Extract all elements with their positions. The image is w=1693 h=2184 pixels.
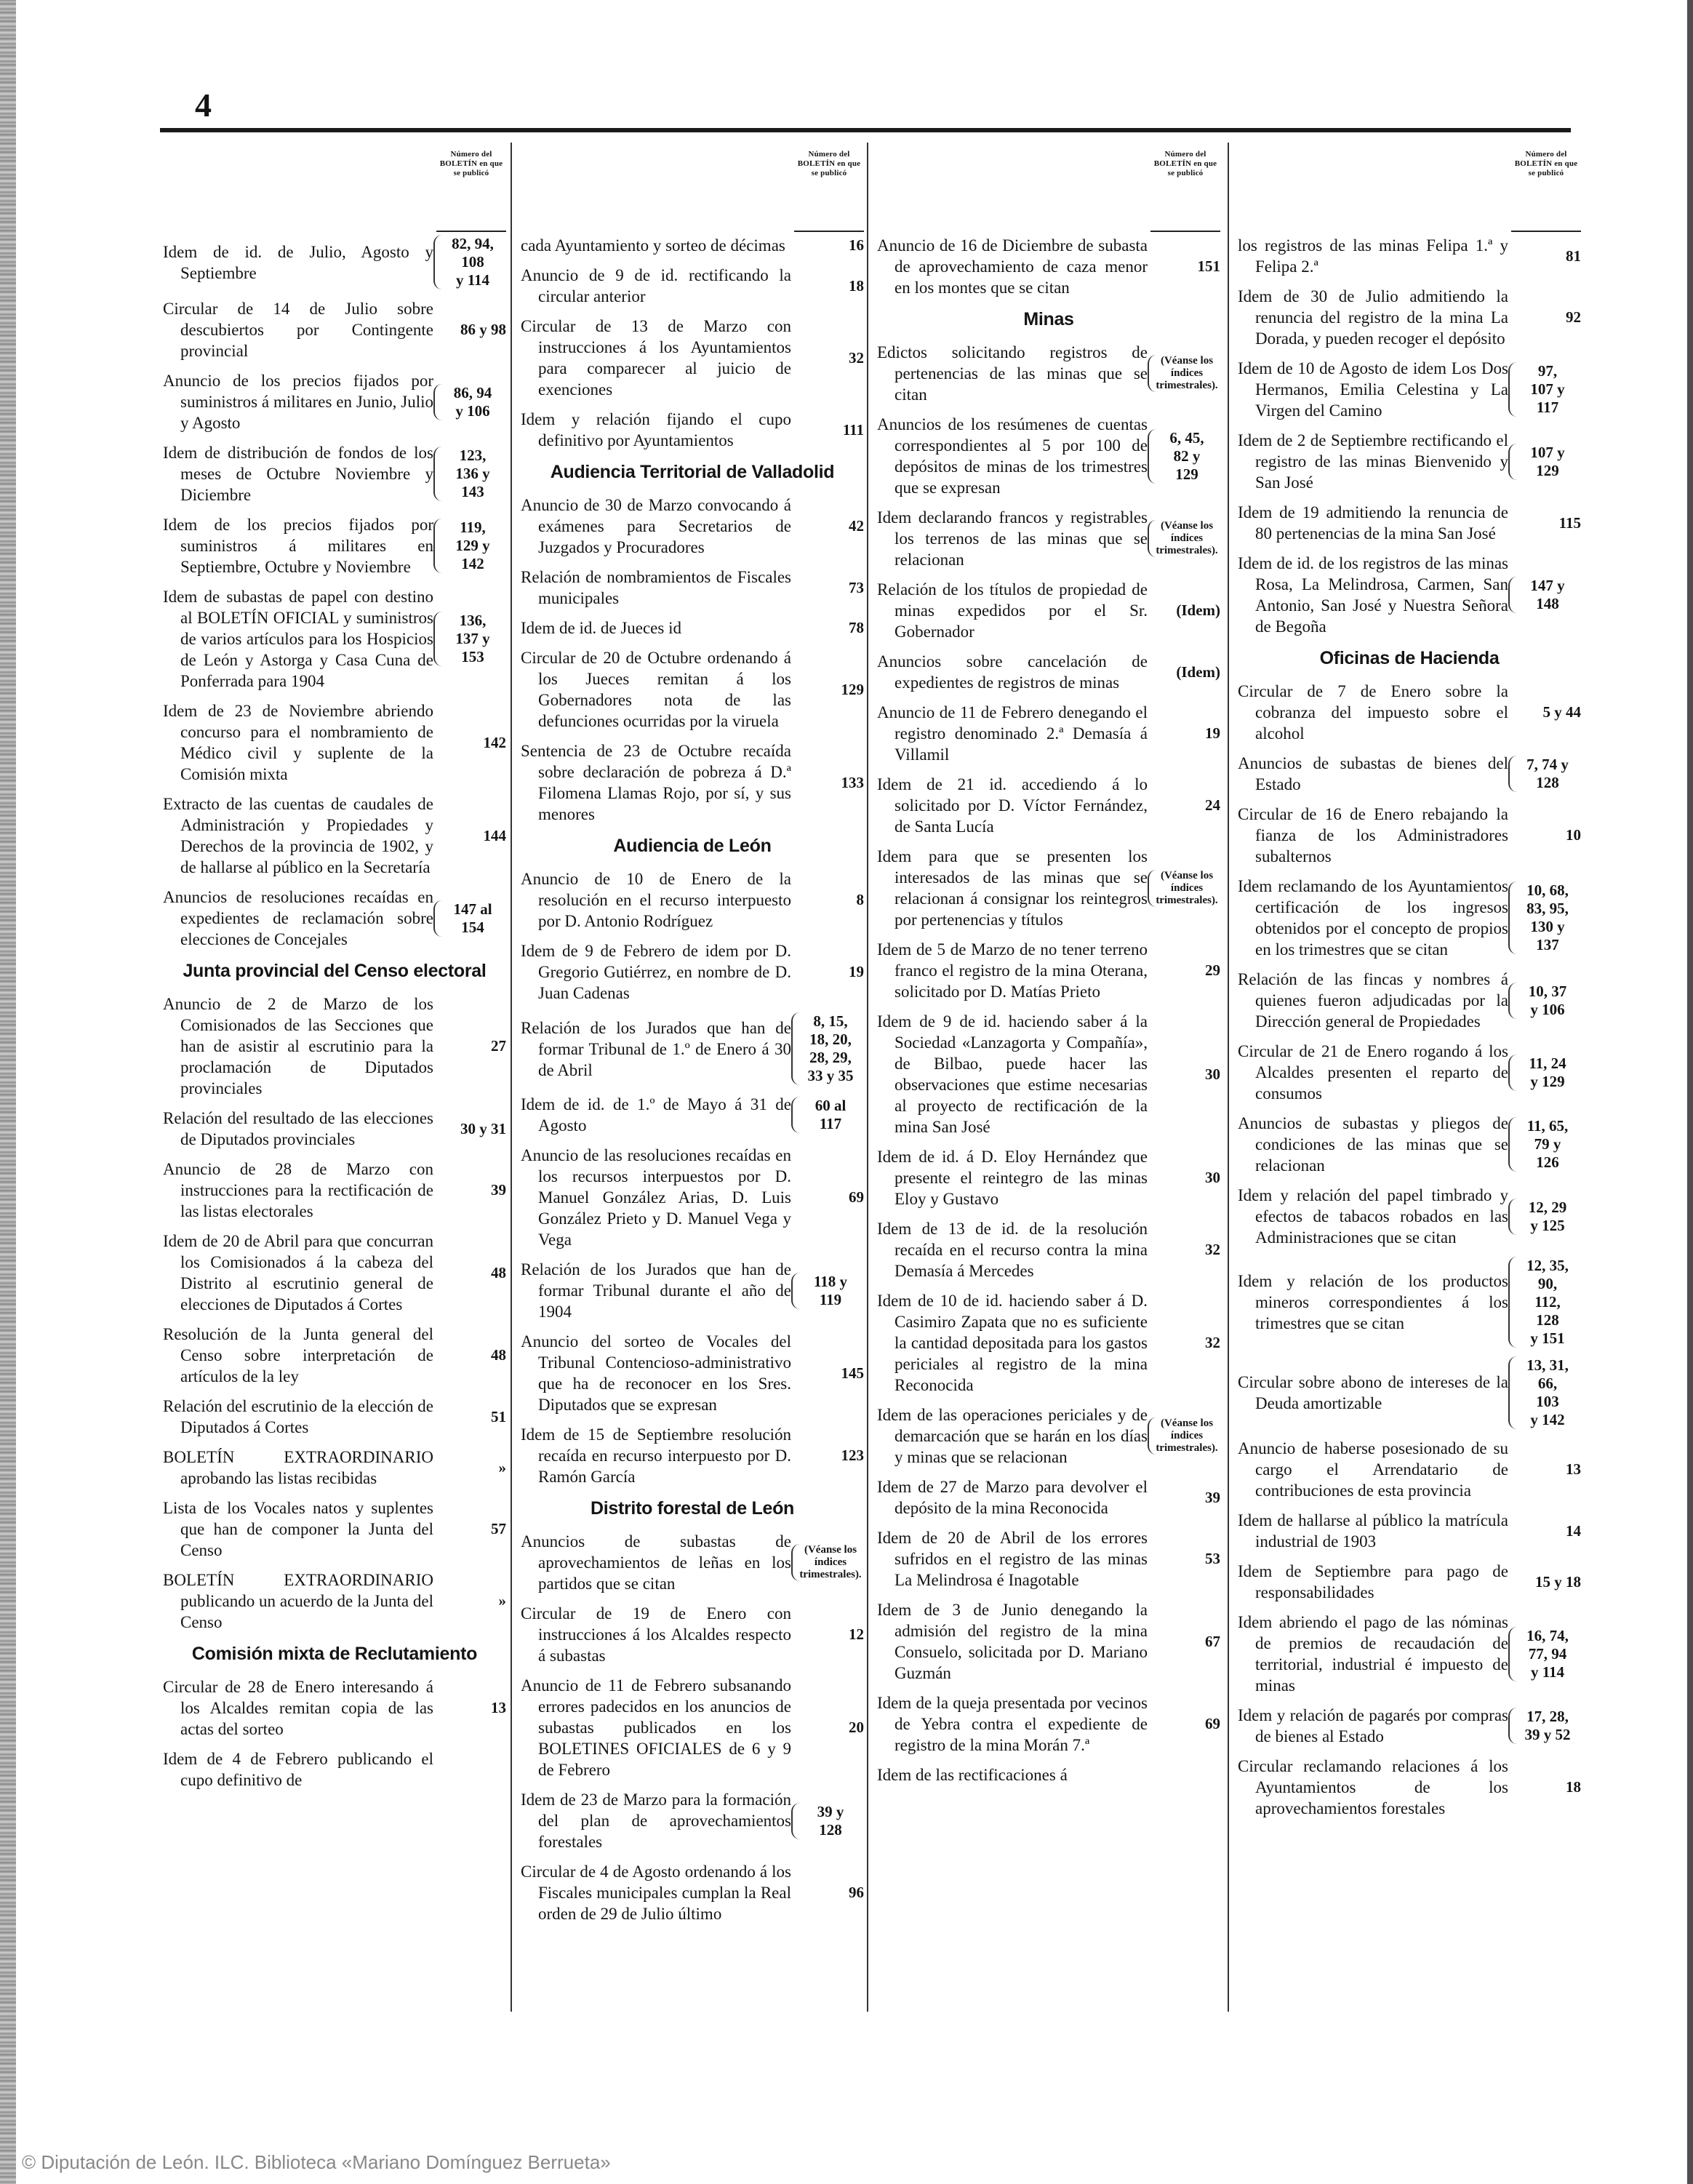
index-entry [163, 1447, 506, 1489]
entry-text: Idem de 20 de Abril para que concurran los Comisionados á la cabeza del Distrito al escrutinio general de elecciones de Diputados á Cortes [163, 1232, 433, 1313]
index-entry [1238, 1561, 1581, 1603]
entry-text: Anuncio de 9 de id. rectificando la circular anterior [521, 266, 791, 305]
entry-issue-number: 129 [841, 680, 864, 698]
section-heading: Audiencia Territorial de Valladolid [550, 462, 835, 482]
entry-text: Idem de subastas de papel con destino al BOLETÍN OFICIAL y suministros de varios artículos para los Hospicios de León y Astorga y Casa Cuna de Ponferrada para 1904 [163, 588, 433, 690]
index-entry [521, 868, 864, 932]
entry-issue-number: 78 [849, 619, 864, 636]
index-entry [877, 702, 1220, 765]
entry-text: Idem de id. de los registros de las minas Rosa, La Melindrosa, Carmen, San Antonio, San José y Nuestra Señora de Begoña [1238, 554, 1508, 636]
entry-text: Idem de 21 id. accediendo á lo solicitado por D. Víctor Fernández, de Santa Lucía [877, 775, 1148, 836]
entry-text: Lista de los Vocales natos y suplentes que han de componer la Junta del Censo [163, 1499, 433, 1559]
entry-issue-number: 69 [1205, 1715, 1220, 1732]
entry-issue-number: (Idem) [1176, 601, 1220, 619]
entry-text: Anuncio de 28 de Marzo con instrucciones para la rectificación de las listas electorales [163, 1160, 433, 1220]
entry-text: Anuncio de 30 de Marzo convocando á exámenes para Secretarios de Juzgados y Procuradores [521, 496, 791, 556]
index-entry [521, 265, 864, 307]
index-entry [521, 940, 864, 1004]
index-entry [877, 939, 1220, 1002]
index-entry [521, 1012, 864, 1085]
entry-issue-number: 86, 94 y 106 [433, 384, 506, 420]
entry-issue-number: 30 y 31 [460, 1119, 506, 1137]
index-entry [877, 774, 1220, 837]
entry-text: Relación del resultado de las elecciones de Diputados provinciales [163, 1109, 433, 1148]
entry-issue-number: 48 [491, 1346, 506, 1364]
entry-issue-number: 16, 74, 77, 94 y 114 [1508, 1627, 1581, 1681]
column-divider [1228, 143, 1229, 2012]
section-heading: Oficinas de Hacienda [1319, 648, 1500, 668]
entry-issue-number: 119, 129 y 142 [433, 519, 506, 573]
entry-text: Idem de 4 de Febrero publicando el cupo definitivo de [163, 1750, 433, 1789]
entry-text: Idem y relación de los productos mineros correspondientes á los trimestres que se citan [1238, 1272, 1508, 1332]
entry-text: Circular de 14 de Julio sobre descubiertos por Contingente provincial [163, 300, 433, 360]
index-entry [521, 617, 864, 639]
index-entry [521, 740, 864, 825]
index-entry [1238, 681, 1581, 744]
index-entry [1238, 1041, 1581, 1104]
entry-text: Idem de hallarse al público la matrícula industrial de 1903 [1238, 1511, 1508, 1551]
index-entry [1238, 1756, 1581, 1819]
entry-issue-number: 20 [849, 1719, 864, 1736]
entry-text: Extracto de las cuentas de caudales de Administración y Propiedades y Derechos de la provincia de 1902, y de hallarse al público en la Secretaría [163, 795, 433, 876]
column-header [1238, 144, 1581, 235]
index-entry [1238, 235, 1581, 277]
entry-text: Idem declarando francos y registrables los terrenos de las minas que se relacionan [877, 508, 1148, 569]
entry-issue-number: 12, 29 y 125 [1508, 1199, 1581, 1235]
index-column-2 [521, 144, 864, 1933]
index-entry [1238, 969, 1581, 1032]
index-entry [1238, 1257, 1581, 1348]
entry-text: Anuncio de los precios fijados por suministros á militares en Junio, Julio y Agosto [163, 372, 433, 432]
index-entry [163, 793, 506, 878]
entry-issue-number: 15 y 18 [1535, 1572, 1581, 1591]
entry-text: Idem para que se presenten los interesados de las minas que se relacionan á consignar los reintegros por pertenencias y títulos [877, 847, 1148, 929]
entry-text: Idem de id. de 1.º de Mayo á 31 de Agosto [521, 1095, 791, 1135]
index-entry [1238, 753, 1581, 795]
entry-issue-number: 24 [1205, 796, 1220, 814]
entry-issue-number: 11, 24 y 129 [1508, 1055, 1581, 1091]
entry-issue-number: 147 al 154 [433, 900, 506, 937]
index-entry [1238, 876, 1581, 960]
entry-text: Relación de los Jurados que han de formar Tribunal de 1.º de Enero á 30 de Abril [521, 1018, 791, 1079]
index-entry [877, 651, 1220, 693]
issue-number-header: Número del BOLETÍN en que se publicó [1511, 144, 1581, 232]
index-entry [521, 316, 864, 400]
index-entry [877, 579, 1220, 642]
entry-text: Idem de la queja presentada por vecinos de Yebra contra el expediente de registro de la mina Morán 7.ª [877, 1694, 1148, 1754]
entry-text: Idem de 5 de Marzo de no tener terreno franco el registro de la mina Oterana, solicitado por D. Matías Prieto [877, 940, 1148, 1001]
index-entry [877, 414, 1220, 498]
entry-issue-number: 136, 137 y 153 [433, 612, 506, 666]
entry-issue-number: 144 [483, 826, 506, 844]
entry-issue-number: 32 [1205, 1241, 1220, 1258]
entry-text: Idem de las rectificaciones á [877, 1766, 1068, 1784]
entry-issue-number: 107 y 129 [1508, 444, 1581, 480]
entry-issue-number: 57 [491, 1520, 506, 1537]
index-entry [877, 1764, 1220, 1785]
index-entry [1238, 1510, 1581, 1552]
entry-issue-number: 32 [1205, 1334, 1220, 1351]
entry-text: Circular de 20 de Octubre ordenando á los Jueces remitan á los Gobernadores nota de las defunciones ocurridas por la viruela [521, 649, 791, 730]
entry-issue-number: 10, 37 y 106 [1508, 983, 1581, 1019]
entry-text: Idem de las operaciones periciales y de demarcación que se harán en los días y minas que se relacionan [877, 1406, 1148, 1466]
index-entry [521, 495, 864, 558]
index-entry [521, 1424, 864, 1487]
index-entry [1238, 430, 1581, 493]
entry-text: Idem de distribución de fondos de los meses de Octubre Noviembre y Diciembre [163, 444, 433, 504]
entry-issue-number: 92 [1566, 308, 1581, 326]
index-entry [521, 1603, 864, 1666]
copyright-footer: © Diputación de León. ILC. Biblioteca «Mariano Domínguez Berrueta» [22, 2151, 611, 2173]
entry-issue-number: 39 [491, 1181, 506, 1199]
entry-issue-number: 7, 74 y 128 [1508, 756, 1581, 792]
entry-text: Relación de las fincas y nombres á quienes fueron adjudicadas por la Dirección general de Propiedades [1238, 970, 1508, 1031]
index-entry [1238, 804, 1581, 867]
index-entry [877, 235, 1220, 298]
index-column-1 [163, 144, 506, 1799]
column-divider [511, 143, 512, 2012]
entry-issue-number: 19 [849, 963, 864, 980]
entry-text: Circular de 7 de Enero sobre la cobranza del impuesto sobre el alcohol [1238, 682, 1508, 743]
top-rule [160, 128, 1571, 132]
entry-text: Idem abriendo el pago de las nóminas de premios de recaudación de territorial, industrial é impuesto de minas [1238, 1613, 1508, 1695]
entry-issue-number: (Idem) [1176, 663, 1220, 681]
index-entry [163, 1748, 506, 1791]
section-heading: Minas [1023, 309, 1074, 329]
index-entry [521, 1145, 864, 1250]
entry-text: Idem y relación del papel timbrado y efectos de tabacos robados en las Administraciones que se citan [1238, 1186, 1508, 1247]
issue-number-header: Número del BOLETÍN en que se publicó [1150, 144, 1220, 232]
column-divider [867, 143, 868, 2012]
index-entry [163, 370, 506, 433]
entry-text: Circular de 21 de Enero rogando á los Alcaldes presenten el reparto de consumos [1238, 1042, 1508, 1103]
entry-text: Idem de 23 de Marzo para la formación del plan de aprovechamientos forestales [521, 1791, 791, 1851]
index-entry [521, 1531, 864, 1594]
entry-issue-number: 67 [1205, 1632, 1220, 1650]
index-entry [163, 887, 506, 950]
index-entry [1238, 1113, 1581, 1176]
entry-text: Relación de los Jurados que han de formar Tribunal durante el año de 1904 [521, 1260, 791, 1321]
entry-text: Relación de los títulos de propiedad de minas expedidos por el Sr. Gobernador [877, 580, 1148, 641]
section-heading: Comisión mixta de Reclutamiento [191, 1644, 478, 1664]
entry-issue-number: 42 [849, 517, 864, 535]
entry-issue-number: 17, 28, 39 y 52 [1508, 1708, 1581, 1744]
index-entry [163, 1324, 506, 1387]
index-entry [163, 235, 506, 289]
entry-text: Idem de los precios fijados por suministros á militares en Septiembre, Octubre y Noviembre [163, 516, 433, 576]
entry-text: Idem de id. de Julio, Agosto y Septiembre [163, 242, 433, 282]
entry-issue-number: 6, 45, 82 y 129 [1148, 429, 1220, 484]
entry-text: Anuncios de subastas y pliegos de condiciones de las minas que se relacionan [1238, 1114, 1508, 1175]
entry-text: Idem y relación fijando el cupo definitivo por Ayuntamientos [521, 410, 791, 449]
section-heading: Junta provincial del Censo electoral [183, 961, 487, 981]
index-entry [521, 409, 864, 451]
entry-issue-number: 10 [1566, 826, 1581, 844]
index-entry [163, 700, 506, 785]
column-header [521, 144, 864, 235]
index-entry [163, 298, 506, 361]
entry-text: Idem de Septiembre para pago de responsabilidades [1238, 1562, 1508, 1601]
entry-issue-number: 53 [1205, 1550, 1220, 1567]
entry-text: Anuncios de los resúmenes de cuentas correspondientes al 5 por 100 de depósitos de minas de los trimestres que se expresan [877, 415, 1148, 497]
index-entry [1238, 286, 1581, 349]
entry-issue-number: 12, 35, 90, 112, 128 y 151 [1508, 1257, 1581, 1348]
index-entry [877, 1011, 1220, 1137]
index-entry [877, 1599, 1220, 1684]
entry-issue-number: 86 y 98 [460, 321, 506, 338]
entry-text: Anuncio de las resoluciones recaídas en los recursos interpuestos por D. Manuel González Arias, D. Luis González Prieto y D. Manuel Vega y Vega [521, 1146, 791, 1249]
page-number: 4 [195, 87, 212, 124]
entry-text: Idem de 15 de Septiembre resolución recaída en recurso interpuesto por D. Ramón García [521, 1425, 791, 1486]
entry-issue-number: 13, 31, 66, 103 y 142 [1508, 1356, 1581, 1429]
entry-text: BOLETÍN EXTRAORDINARIO aprobando las listas recibidas [163, 1448, 433, 1487]
entry-text: Circular de 16 de Enero rebajando la fianza de los Administradores subalternos [1238, 805, 1508, 865]
index-entry [1238, 358, 1581, 421]
entry-issue-number: 39 [1205, 1488, 1220, 1506]
index-entry [163, 1497, 506, 1561]
entry-issue-number: 69 [849, 1188, 864, 1206]
entry-text: BOLETÍN EXTRAORDINARIO publicando un acuerdo de la Junta del Censo [163, 1571, 433, 1631]
index-entry [877, 342, 1220, 405]
entry-issue-number: 73 [849, 578, 864, 596]
index-entry [1238, 1185, 1581, 1248]
entry-text: Anuncios de subastas de aprovechamientos de leñas en los partidos que se citan [521, 1532, 791, 1593]
entry-text: Anuncio de 11 de Febrero denegando el registro denominado 2.ª Demasía á Villamil [877, 703, 1148, 764]
index-entry [1238, 1356, 1581, 1429]
entry-issue-number: 142 [483, 733, 506, 751]
entry-issue-number: (Véanse los índices trimestrales). [1148, 520, 1220, 557]
entry-text: Idem de 23 de Noviembre abriendo concurso para el nombramiento de Médico civil y suplente de la Comisión mixta [163, 702, 433, 783]
entry-text: Anuncio de 16 de Diciembre de subasta de aprovechamiento de caza menor en los montes que se citan [877, 236, 1148, 297]
index-entry [163, 1159, 506, 1222]
entry-issue-number: 8, 15, 18, 20, 28, 29, 33 y 35 [791, 1012, 864, 1085]
entry-issue-number: 118 y 119 [791, 1273, 864, 1309]
index-entry [1238, 502, 1581, 544]
column-header [163, 144, 506, 235]
index-entry [877, 1527, 1220, 1591]
index-entry [521, 567, 864, 609]
entry-issue-number: 5 y 44 [1542, 703, 1581, 721]
index-entry [877, 1476, 1220, 1519]
entry-text: Idem de 13 de id. de la resolución recaída en el recurso contra la mina Demasía á Mercedes [877, 1220, 1148, 1280]
entry-issue-number: 12 [849, 1625, 864, 1643]
entry-issue-number: (Véanse los índices trimestrales). [1148, 870, 1220, 907]
index-entry [163, 514, 506, 577]
index-entry [877, 507, 1220, 570]
entry-issue-number: 111 [842, 420, 864, 439]
index-entry [163, 1676, 506, 1740]
entry-text: Idem de 9 de Febrero de idem por D. Gregorio Gutiérrez, en nombre de D. Juan Cadenas [521, 942, 791, 1002]
entry-issue-number: (Véanse los índices trimestrales). [1148, 1417, 1220, 1455]
entry-text: Anuncio de 10 de Enero de la resolución en el recurso interpuesto por D. Antonio Rodríguez [521, 870, 791, 930]
entry-text: Idem reclamando de los Ayuntamientos certificación de los ingresos obtenidos por el concepto de propios en los trimestres que se citan [1238, 877, 1508, 959]
index-entry [877, 1404, 1220, 1468]
entry-text: Circular de 13 de Marzo con instrucciones á los Ayuntamientos para comparecer al juicio de exenciones [521, 317, 791, 399]
entry-issue-number: 147 y 148 [1508, 577, 1581, 613]
index-entry [521, 235, 864, 256]
entry-issue-number: 13 [1566, 1460, 1581, 1478]
entry-text: Idem de 19 admitiendo la renuncia de 80 pertenencias de la mina San José [1238, 503, 1508, 543]
entry-text: Circular de 19 de Enero con instrucciones á los Alcaldes respecto á subastas [521, 1604, 791, 1665]
index-entry [163, 1231, 506, 1315]
entry-text: Circular de 4 de Agosto ordenando á los Fiscales municipales cumplan la Real orden de 29 de Julio último [521, 1863, 791, 1923]
entry-text: Circular de 28 de Enero interesando á los Alcaldes remitan copia de las actas del sorteo [163, 1678, 433, 1738]
index-entry [521, 1331, 864, 1415]
entry-issue-number: 18 [1566, 1778, 1581, 1796]
entry-text: Relación de nombramientos de Fiscales municipales [521, 568, 791, 607]
index-entry [163, 993, 506, 1099]
entry-issue-number: » [498, 1592, 506, 1609]
entry-text: Idem de id. de Jueces id [521, 619, 681, 637]
entry-issue-number: 145 [841, 1364, 864, 1382]
index-entry [163, 442, 506, 505]
index-entry [521, 1789, 864, 1852]
index-entry [163, 586, 506, 692]
entry-text: Anuncios de resoluciones recaídas en expedientes de reclamación sobre elecciones de Concejales [163, 888, 433, 948]
entry-text: Sentencia de 23 de Octubre recaída sobre declaración de pobreza á D.ª Filomena Llamas Rojo, por sí, y sus menores [521, 742, 791, 823]
entry-issue-number: 39 y 128 [791, 1803, 864, 1839]
entry-text: Anuncio de haberse posesionado de su cargo el Arrendatario de contribuciones de esta provincia [1238, 1439, 1508, 1500]
entry-text: Anuncio de 11 de Febrero subsanando errores padecidos en los anuncios de subastas publicados en los BOLETINES OFICIALES de 6 y 9 de Febrero [521, 1676, 791, 1779]
entry-issue-number: 81 [1566, 247, 1581, 265]
entry-text: Idem de 10 de id. haciendo saber á D. Casimiro Zapata que no es suficiente la cantidad depositada para los gastos periciales al registro de la mina Reconocida [877, 1292, 1148, 1394]
entry-text: Circular sobre abono de intereses de la Deuda amortizable [1238, 1373, 1508, 1412]
issue-number-header: Número del BOLETÍN en que se publicó [794, 144, 864, 232]
entry-text: Idem de id. á D. Eloy Hernández que presente el reintegro de las minas Eloy y Gustavo [877, 1148, 1148, 1208]
index-entry [163, 1108, 506, 1150]
index-entry [521, 1675, 864, 1780]
index-entry [1238, 1612, 1581, 1696]
index-entry [521, 1094, 864, 1136]
scan-edge-left [0, 0, 16, 2184]
entry-text: cada Ayuntamiento y sorteo de décimas [521, 236, 785, 255]
index-entry [877, 1218, 1220, 1281]
entry-text: Idem de 9 de id. haciendo saber á la Sociedad «Lanzagorta y Compañía», de Bilbao, puede hacer las observaciones que estime necesarias al proyecto de rectificación de la mina San José [877, 1012, 1148, 1136]
column-header [877, 144, 1220, 235]
entry-issue-number: 27 [491, 1037, 506, 1055]
entry-issue-number: 151 [1197, 257, 1220, 275]
entry-text: Anuncio de 2 de Marzo de los Comisionados de las Secciones que han de asistir al escrutinio para la proclamación de Diputados provinciales [163, 995, 433, 1097]
index-entry [1238, 553, 1581, 637]
scan-edge-right [1687, 0, 1693, 2184]
entry-text: Idem de 2 de Septiembre rectificando el registro de las minas Bienvenido y San José [1238, 431, 1508, 492]
section-heading: Distrito forestal de León [590, 1498, 795, 1519]
index-entry [163, 1569, 506, 1633]
entry-issue-number: 123 [841, 1447, 864, 1464]
entry-issue-number: 60 al 117 [791, 1097, 864, 1133]
index-entry [877, 1692, 1220, 1756]
entry-issue-number: 123, 136 y 143 [433, 447, 506, 501]
entry-issue-number: 97, 107 y 117 [1508, 362, 1581, 417]
index-entry [163, 1396, 506, 1438]
entry-text: Idem de 30 de Julio admitiendo la renuncia del registro de la mina La Dorada, y pueden recoger el depósito [1238, 287, 1508, 348]
entry-issue-number: 48 [491, 1263, 506, 1281]
entry-issue-number: 30 [1205, 1065, 1220, 1083]
entry-issue-number: 115 [1558, 513, 1581, 532]
entry-text: Idem y relación de pagarés por compras de bienes al Estado [1238, 1706, 1508, 1745]
entry-issue-number: 11, 65, 79 y 126 [1508, 1117, 1581, 1172]
entry-issue-number: » [498, 1458, 506, 1476]
entry-text: Relación del escrutinio de la elección de Diputados á Cortes [163, 1397, 433, 1436]
entry-issue-number: 14 [1566, 1521, 1581, 1540]
entry-issue-number: 10, 68, 83, 95, 130 y 137 [1508, 881, 1581, 954]
entry-issue-number: 133 [841, 773, 864, 791]
entry-text: Idem de 20 de Abril de los errores sufridos en el registro de las minas La Melindrosa é Inagotable [877, 1529, 1148, 1589]
issue-number-header: Número del BOLETÍN en que se publicó [436, 144, 506, 232]
entry-text: Circular reclamando relaciones á los Ayuntamientos de los aprovechamientos forestales [1238, 1757, 1508, 1817]
entry-issue-number: 96 [849, 1884, 864, 1901]
entry-issue-number: 82, 94, 108 y 114 [433, 235, 506, 289]
entry-text: los registros de las minas Felipa 1.ª y Felipa 2.ª [1238, 236, 1508, 276]
index-column-3 [877, 144, 1220, 1794]
entry-text: Idem de 3 de Junio denegando la admisión del registro de la mina Consuelo, solicitada por D. Mariano Guzmán [877, 1601, 1148, 1682]
index-entry [521, 647, 864, 732]
section-heading: Audiencia de León [613, 836, 772, 856]
entry-issue-number: 8 [856, 891, 864, 908]
entry-text: Resolución de la Junta general del Censo sobre interpretación de artículos de la ley [163, 1325, 433, 1385]
entry-text: Anuncios sobre cancelación de expedientes de registros de minas [877, 652, 1148, 692]
index-entry [521, 1259, 864, 1322]
entry-issue-number: 29 [1205, 961, 1220, 979]
entry-issue-number: 32 [849, 348, 864, 367]
index-entry [877, 1146, 1220, 1209]
index-entry [1238, 1438, 1581, 1501]
entry-text: Anuncio del sorteo de Vocales del Tribunal Contencioso-administrativo que ha de reconocer en los Sres. Diputados que se expresan [521, 1332, 791, 1414]
entry-issue-number: 19 [1205, 724, 1220, 742]
entry-text: Anuncios de subastas de bienes del Estado [1238, 754, 1508, 793]
entry-issue-number: 18 [849, 276, 864, 295]
entry-text: Idem de 27 de Marzo para devolver el depósito de la mina Reconocida [877, 1478, 1148, 1517]
entry-issue-number: 16 [849, 236, 864, 254]
index-entry [521, 1861, 864, 1924]
entry-issue-number: 30 [1205, 1169, 1220, 1186]
entry-text: Edictos solicitando registros de pertenencias de las minas que se citan [877, 343, 1148, 404]
entry-issue-number: (Véanse los índices trimestrales). [1148, 355, 1220, 392]
index-entry [1238, 1705, 1581, 1747]
entry-issue-number: 51 [491, 1407, 506, 1425]
index-column-4 [1238, 144, 1581, 1828]
entry-issue-number: (Véanse los índices trimestrales). [791, 1544, 864, 1581]
entry-text: Idem de 10 de Agosto de idem Los Dos Hermanos, Emilia Celestina y La Virgen del Camino [1238, 359, 1508, 420]
index-entry [877, 846, 1220, 930]
index-entry [877, 1290, 1220, 1396]
entry-issue-number: 13 [491, 1699, 506, 1716]
